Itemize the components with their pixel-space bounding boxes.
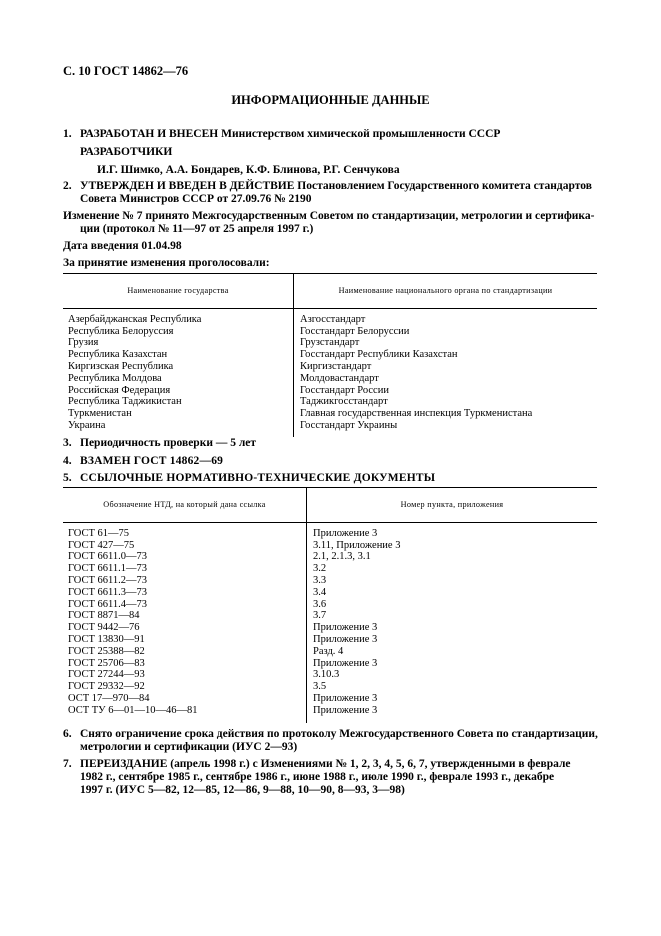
table-cell: 3.11, Приложение 3 xyxy=(313,539,401,551)
section-4-text: ВЗАМЕН ГОСТ 14862—69 xyxy=(80,455,224,467)
section-7-number: 7. xyxy=(63,758,72,770)
table-cell: Республика Казахстан xyxy=(63,349,294,361)
table-row xyxy=(63,396,597,408)
page-title: ИНФОРМАЦИОННЫЕ ДАННЫЕ xyxy=(231,93,430,107)
table-cell: Госстандарт России xyxy=(300,384,389,396)
table-row xyxy=(63,693,597,705)
table-cell: Грузстандарт xyxy=(300,337,360,349)
table-cell: ГОСТ 25388—82 xyxy=(63,646,307,658)
table-row xyxy=(63,587,597,599)
table-cell: ГОСТ 27244—93 xyxy=(63,669,307,681)
table-cell: Грузия xyxy=(63,337,294,349)
table-row xyxy=(63,420,597,432)
table-cell: Госстандарт Украины xyxy=(300,419,398,431)
table-row xyxy=(63,314,597,326)
table-row xyxy=(63,385,597,397)
change-line2: ции (протокол № 11—97 от 25 апреля 1997 г.) xyxy=(80,223,314,235)
section-6-line1: Снято ограничение срока действия по протоколу Межгосударственного Совета по стандартизации, xyxy=(80,728,598,740)
table-row xyxy=(63,646,597,658)
table-row xyxy=(63,634,597,646)
section-1-text: Министерством химической промышленности СССР xyxy=(221,128,501,140)
table-cell: ГОСТ 427—75 xyxy=(63,540,307,552)
table-cell: Главная государственная инспекция Туркменистана xyxy=(300,408,533,420)
table-cell: ГОСТ 6611.4—73 xyxy=(63,599,307,611)
table-row xyxy=(63,563,597,575)
table-cell: Молдовастандарт xyxy=(300,372,379,384)
table-cell: 3.6 xyxy=(313,598,327,610)
table-cell: Республика Белоруссия xyxy=(63,326,294,338)
table-cell: Таджикгосстандарт xyxy=(300,396,388,408)
table-cell: ГОСТ 61—75 xyxy=(63,528,307,540)
developers-label: РАЗРАБОТЧИКИ xyxy=(80,146,173,158)
table-cell: 3.3 xyxy=(313,574,327,586)
table-cell: ГОСТ 9442—76 xyxy=(63,622,307,634)
table-row xyxy=(63,610,597,622)
table-cell: ОСТ 17—970—84 xyxy=(63,693,307,705)
page-header: С. 10 ГОСТ 14862—76 xyxy=(63,64,189,78)
table-cell: Киргизстандарт xyxy=(300,360,372,372)
ref-table-header-item: Номер пункта, приложения xyxy=(307,488,598,522)
table-cell: Республика Таджикистан xyxy=(63,396,294,408)
table-cell: ГОСТ 13830—91 xyxy=(63,634,307,646)
table-cell: 3.7 xyxy=(313,610,327,622)
table-row xyxy=(63,599,597,611)
table-cell: Российская Федерация xyxy=(63,385,294,397)
change-voted: За принятие изменения проголосовали: xyxy=(63,257,270,269)
table-cell: Азербайджанская Республика xyxy=(63,314,294,326)
table-cell: Госстандарт Республики Казахстан xyxy=(300,349,458,361)
ref-table-header-doc: Обозначение НТД, на который дана ссылка xyxy=(63,488,307,522)
vote-table-header-country: Наименование государства xyxy=(63,274,294,308)
table-cell: 3.10.3 xyxy=(313,669,340,681)
section-7-line2: 1982 г., сентябре 1985 г., сентябре 1986 г., июне 1988 г., июле 1990 г., феврале 1993 г., декабре xyxy=(80,771,555,783)
section-5-number: 5. xyxy=(63,472,72,484)
section-1-number: 1. xyxy=(63,128,72,140)
section-3-text: Периодичность проверки — 5 лет xyxy=(80,437,257,449)
table-row xyxy=(63,373,597,385)
vote-table-header-body: Наименование национального органа по стандартизации xyxy=(294,274,598,308)
table-cell: Разд. 4 xyxy=(313,645,344,657)
section-2-line2: Совета Министров СССР от 27.09.76 № 2190 xyxy=(80,193,312,205)
table-row xyxy=(63,528,597,540)
section-2-line1 xyxy=(80,180,592,194)
reference-table xyxy=(63,487,597,723)
table-cell: 2.1, 2.1.3, 3.1 xyxy=(313,551,371,563)
section-1-line xyxy=(80,128,500,142)
table-row xyxy=(63,337,597,349)
section-7-line3: 1997 г. (ИУС 5—82, 12—85, 12—86, 9—88, 10—90, 8—93, 3—98) xyxy=(80,784,405,796)
section-7-line1: ПЕРЕИЗДАНИЕ (апрель 1998 г.) с Изменениями № 1, 2, 3, 4, 5, 6, 7, утвержденными в феврале xyxy=(80,758,571,770)
section-6-line2: метрологии и сертификации (ИУС 2—93) xyxy=(80,741,298,753)
table-row xyxy=(63,361,597,373)
table-cell: Приложение 3 xyxy=(313,704,378,716)
table-row xyxy=(63,408,597,420)
table-row xyxy=(63,658,597,670)
table-cell: ГОСТ 6611.0—73 xyxy=(63,551,307,563)
table-cell: Госстандарт Белоруссии xyxy=(300,325,410,337)
table-cell: Приложение 3 xyxy=(313,622,378,634)
table-row xyxy=(63,326,597,338)
table-row xyxy=(63,705,597,717)
change-line1: Изменение № 7 принято Межгосударственным Советом по стандартизации, метрологии и сертифика- xyxy=(63,210,595,222)
table-cell: ГОСТ 6611.2—73 xyxy=(63,575,307,587)
table-row xyxy=(63,669,597,681)
table-cell: Приложение 3 xyxy=(313,692,378,704)
table-cell: 3.2 xyxy=(313,563,327,575)
table-row xyxy=(63,622,597,634)
vote-table xyxy=(63,273,597,437)
table-cell: ГОСТ 8871—84 xyxy=(63,610,307,622)
table-cell: Туркменистан xyxy=(63,408,294,420)
table-cell: ОСТ ТУ 6—01—10—46—81 xyxy=(63,705,307,717)
change-date: Дата введения 01.04.98 xyxy=(63,240,182,252)
section-2-number: 2. xyxy=(63,180,72,192)
table-row xyxy=(63,681,597,693)
table-cell: Приложение 3 xyxy=(313,527,378,539)
section-2-text: Постановлением Государственного комитета стандартов xyxy=(297,180,592,192)
section-1-bold: РАЗРАБОТАН И ВНЕСЕН xyxy=(80,128,219,140)
table-cell: Приложение 3 xyxy=(313,657,378,669)
section-4-number: 4. xyxy=(63,455,72,467)
section-2-bold: УТВЕРЖДЕН И ВВЕДЕН В ДЕЙСТВИЕ xyxy=(80,180,295,192)
table-row xyxy=(63,540,597,552)
table-cell: Республика Молдова xyxy=(63,373,294,385)
section-3-number: 3. xyxy=(63,437,72,449)
table-cell: Киргизская Республика xyxy=(63,361,294,373)
table-row xyxy=(63,349,597,361)
table-cell: ГОСТ 6611.1—73 xyxy=(63,563,307,575)
table-row xyxy=(63,551,597,563)
table-row xyxy=(63,575,597,587)
table-cell: ГОСТ 6611.3—73 xyxy=(63,587,307,599)
table-cell: 3.4 xyxy=(313,586,327,598)
table-cell: 3.5 xyxy=(313,681,327,693)
table-cell: Приложение 3 xyxy=(313,633,378,645)
table-cell: ГОСТ 29332—92 xyxy=(63,681,307,693)
section-5-text: ССЫЛОЧНЫЕ НОРМАТИВНО-ТЕХНИЧЕСКИЕ ДОКУМЕНТЫ xyxy=(80,472,436,484)
table-cell: ГОСТ 25706—83 xyxy=(63,658,307,670)
table-cell: Украина xyxy=(63,420,294,432)
section-6-number: 6. xyxy=(63,728,72,740)
developers-list: И.Г. Шимко, А.А. Бондарев, К.Ф. Блинова, Р.Г. Сенчукова xyxy=(97,164,400,176)
table-cell: Азгосстандарт xyxy=(300,313,366,325)
